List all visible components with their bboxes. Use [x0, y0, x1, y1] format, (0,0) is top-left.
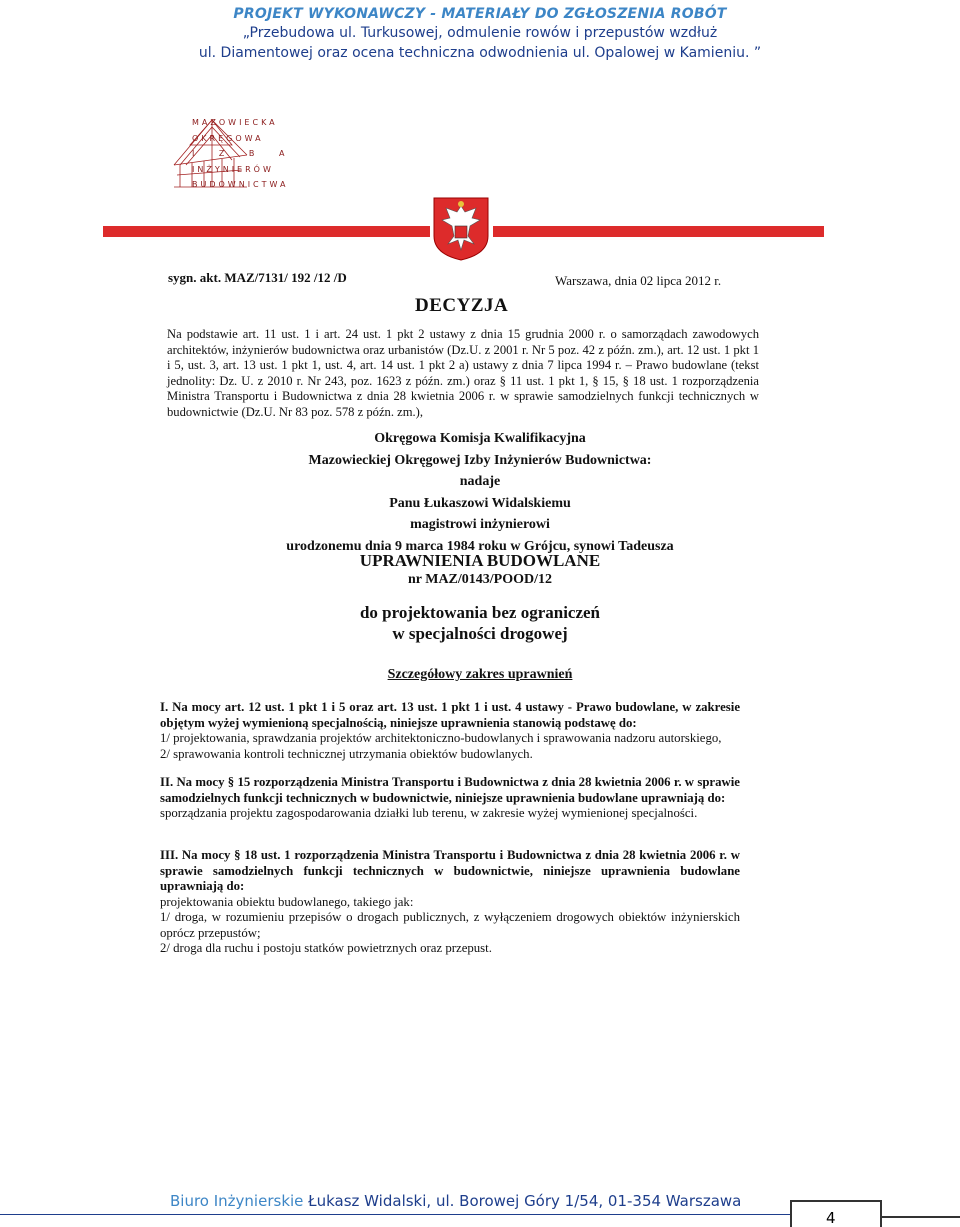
section-3-item: 1/ droga, w rozumieniu przepisów o drogach publicznych, z wyłączeniem drogowych obiektów inżynierskich oprócz przepustów;: [160, 910, 740, 940]
document-title: DECYZJA: [415, 295, 509, 316]
issue-date: Warszawa, dnia 02 lipca 2012 r.: [555, 273, 722, 288]
footer-rule: [0, 1214, 790, 1215]
logo-line: INŻYNIERÓW: [192, 164, 274, 174]
license-title: UPRAWNIENIA BUDOWLANE: [359, 551, 601, 570]
section-2: [160, 775, 740, 822]
section-2-heading: II. Na mocy § 15 rozporządzenia Ministra Transportu i Budownictwa z dnia 28 kwietnia 2006 r. w sprawie samodzielnych funkcji technicznych w budownictwie, niniejsze uprawnienia budowlane uprawniają do:: [160, 775, 740, 805]
section-1-item: 2/ sprawowania kontroli technicznej utrzymania obiektów budowlanych.: [160, 746, 533, 761]
page-number-box: [790, 1200, 882, 1227]
recipient-degree: magistrowi inżynierowi: [410, 517, 550, 532]
commission-name: Okręgowa Komisja Kwalifikacyjna: [374, 431, 586, 446]
project-name-line-2: ul. Diamentowej oraz ocena techniczna odwodnienia ul. Opalowej w Kamieniu. ”: [198, 45, 762, 61]
legal-basis-paragraph: Na podstawie art. 11 ust. 1 i art. 24 ust. 1 pkt 2 ustawy z dnia 15 grudnia 2000 r. o samorządach zawodowych architektów, inżynierów budownictwa oraz urbanistów (Dz.U. z 2001 r. Nr 5 poz. 42 z późn. zm.), art. 12 ust. 1 pkt 1 i 5, ust. 3, art. 13 ust. 1 pkt 1, ust. 4, art. 14 ust. 1 pkt 2 a) ustawy z dnia 7 lipca 1994 r. – Prawo budowlane (tekst jednolity: Dz. U. z 2010 r. Nr 243, poz. 1623 z późn. zm.) oraz § 11 ust. 1 pkt 1, § 15, § 18 ust. 1 rozporządzenia Ministra Transportu i Budownictwa z dnia 28 kwietnia 2006 r. w sprawie samodzielnych funkcji technicznych w budownictwie (Dz.U. Nr 83 poz. 578 z późn. zm.),: [167, 327, 759, 419]
grants-verb: nadaje: [459, 474, 501, 489]
section-1-item: 1/ projektowania, sprawdzania projektów architektoniczno-budowlanych i sprawowania nadzoru autorskiego,: [160, 731, 722, 745]
scope-line-1: do projektowania bez ograniczeń: [359, 603, 601, 622]
project-stage-title: PROJEKT WYKONAWCZY - MATERIAŁY DO ZGŁOSZENIA ROBÓT: [233, 6, 727, 22]
license-number: nr MAZ/0143/POOD/12: [407, 572, 553, 587]
recipient-birth: urodzonemu dnia 9 marca 1984 roku w Grójcu, synowi Tadeusza: [286, 538, 674, 554]
chamber-logo-text: [192, 115, 295, 193]
logo-line: MAZOWIECKA: [192, 118, 278, 127]
section-1-heading: I. Na mocy art. 12 ust. 1 pkt 1 i 5 oraz art. 13 ust. 1 pkt 1 i ust. 4 ustawy - Prawo budowlane, w zakresie objętym wyżej wymienioną specjalnością, niniejsze uprawnienia stanowią podstawę do:: [160, 700, 740, 730]
page-number: 4: [826, 1209, 836, 1227]
section-3: [160, 848, 740, 957]
logo-line: I Z B A: [192, 149, 296, 158]
case-reference: sygn. akt. MAZ/7131/ 192 /12 /D: [168, 270, 347, 285]
footer-address: [170, 1192, 741, 1210]
red-divider-right: [493, 226, 824, 237]
project-name-line-1: „Przebudowa ul. Turkusowej, odmulenie rowów i przepustów wzdłuż: [242, 25, 718, 41]
logo-line: OKRĘGOWA: [192, 133, 264, 143]
section-1: [160, 700, 740, 762]
detailed-scope-heading: Szczegółowy zakres uprawnień: [387, 667, 573, 682]
eagle-coat-of-arms-icon: [432, 196, 490, 262]
footer-address-text: Łukasz Widalski, ul. Borowej Góry 1/54, 01-354 Warszawa: [303, 1192, 742, 1210]
section-3-item: 2/ droga dla ruchu i postoju statków powietrznych oraz przepust.: [160, 941, 492, 955]
footer-rule-right: [882, 1216, 960, 1218]
commission-block: [160, 428, 800, 557]
footer-brand: Biuro Inżynierskie: [170, 1192, 304, 1210]
red-divider-left: [103, 226, 430, 237]
chamber-name: Mazowieckiej Okręgowej Izby Inżynierów Budownictwa:: [308, 452, 652, 468]
section-2-text: sporządzania projektu zagospodarowania działki lub terenu, w zakresie wyżej wymienionej specjalności.: [160, 806, 698, 820]
recipient-name: Panu Łukaszowi Widalskiemu: [389, 495, 571, 511]
logo-line: BUDOWNICTWA: [192, 180, 289, 189]
section-3-text: projektowania obiektu budowlanego, takiego jak:: [160, 894, 414, 909]
license-scope: [160, 602, 800, 644]
document-header: [0, 6, 960, 62]
scope-line-2: w specjalności drogowej: [392, 624, 568, 643]
section-3-heading: III. Na mocy § 18 ust. 1 rozporządzenia Ministra Transportu i Budownictwa z dnia 28 kwietnia 2006 r. w sprawie samodzielnych funkcji technicznych w budownictwie, niniejsze uprawnienia budowlane uprawniają do:: [160, 848, 740, 893]
